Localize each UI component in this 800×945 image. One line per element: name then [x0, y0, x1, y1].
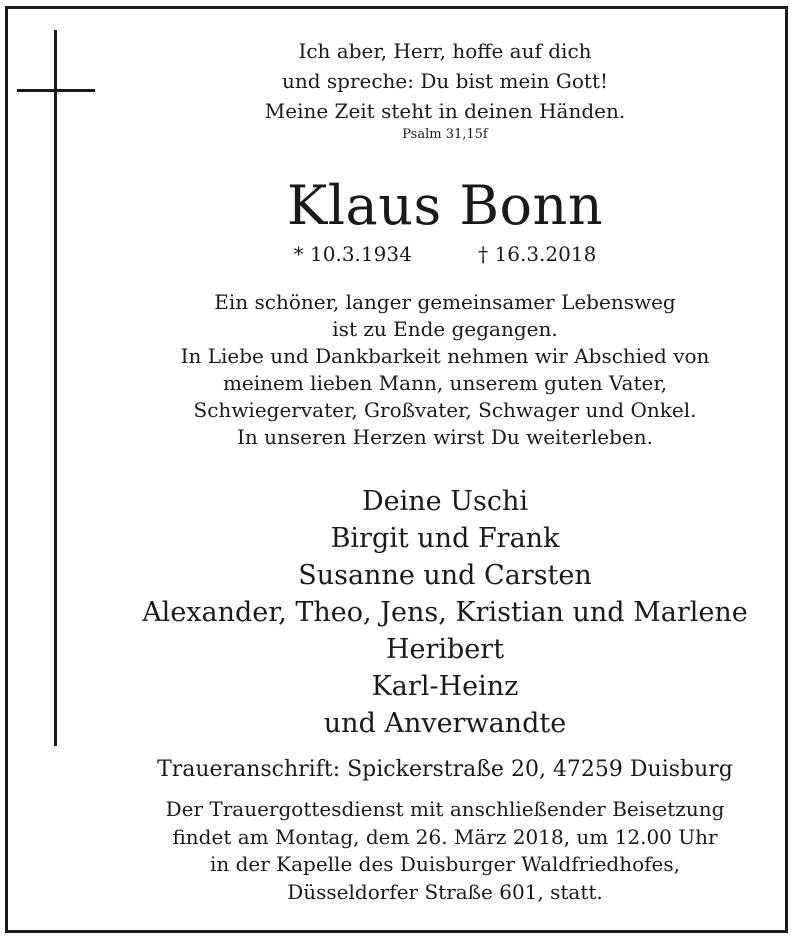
verse-line: Meine Zeit steht in deinen Händen. [264, 99, 626, 123]
cross-icon [54, 30, 57, 746]
bible-verse [110, 36, 780, 144]
life-dates [110, 240, 780, 268]
message-line: Ein schöner, langer gemeinsamer Lebensweg [214, 290, 676, 314]
mourner-name: und Anverwandte [323, 708, 567, 739]
mourners-list [110, 483, 780, 742]
service-line: Der Trauergottesdienst mit anschließender Beisetzung [165, 797, 725, 821]
obituary-frame [5, 6, 788, 933]
mourner-name: Karl-Heinz [371, 671, 519, 702]
mourning-address: Traueranschrift: Spickerstraße 20, 47259 Duisburg [157, 757, 733, 782]
verse-line: Ich aber, Herr, hoffe auf dich [298, 39, 592, 63]
mourner-name: Birgit und Frank [330, 523, 560, 554]
funeral-service-info [110, 796, 780, 906]
mourner-name: Deine Uschi [362, 486, 528, 517]
message-line: Schwiegervater, Großvater, Schwager und Onkel. [193, 398, 697, 422]
message-line: In Liebe und Dankbarkeit nehmen wir Abschied von [180, 344, 710, 368]
service-line: findet am Montag, dem 26. März 2018, um 12.00 Uhr [172, 824, 718, 849]
mourner-name: Alexander, Theo, Jens, Kristian und Marlene [142, 597, 748, 628]
service-line: in der Kapelle des Duisburger Waldfriedhofes, [209, 852, 681, 876]
message-line: meinem lieben Mann, unserem guten Vater, [222, 371, 668, 395]
mourner-name: Susanne und Carsten [298, 560, 592, 591]
message-line: In unseren Herzen wirst Du weiterleben. [237, 425, 653, 449]
deceased-name: Klaus Bonn [286, 174, 604, 237]
cross-icon-crossbar [17, 89, 95, 92]
verse-source: Psalm 31,15f [402, 127, 488, 142]
verse-line: und spreche: Du bist mein Gott! [281, 69, 609, 93]
death-date: † 16.3.2018 [478, 242, 597, 266]
birth-date: * 10.3.1934 [293, 242, 412, 266]
message-line: ist zu Ende gegangen. [332, 317, 558, 341]
service-line: Düsseldorfer Straße 601, statt. [287, 879, 603, 904]
mourner-name: Heribert [385, 634, 505, 665]
farewell-message [110, 289, 780, 451]
